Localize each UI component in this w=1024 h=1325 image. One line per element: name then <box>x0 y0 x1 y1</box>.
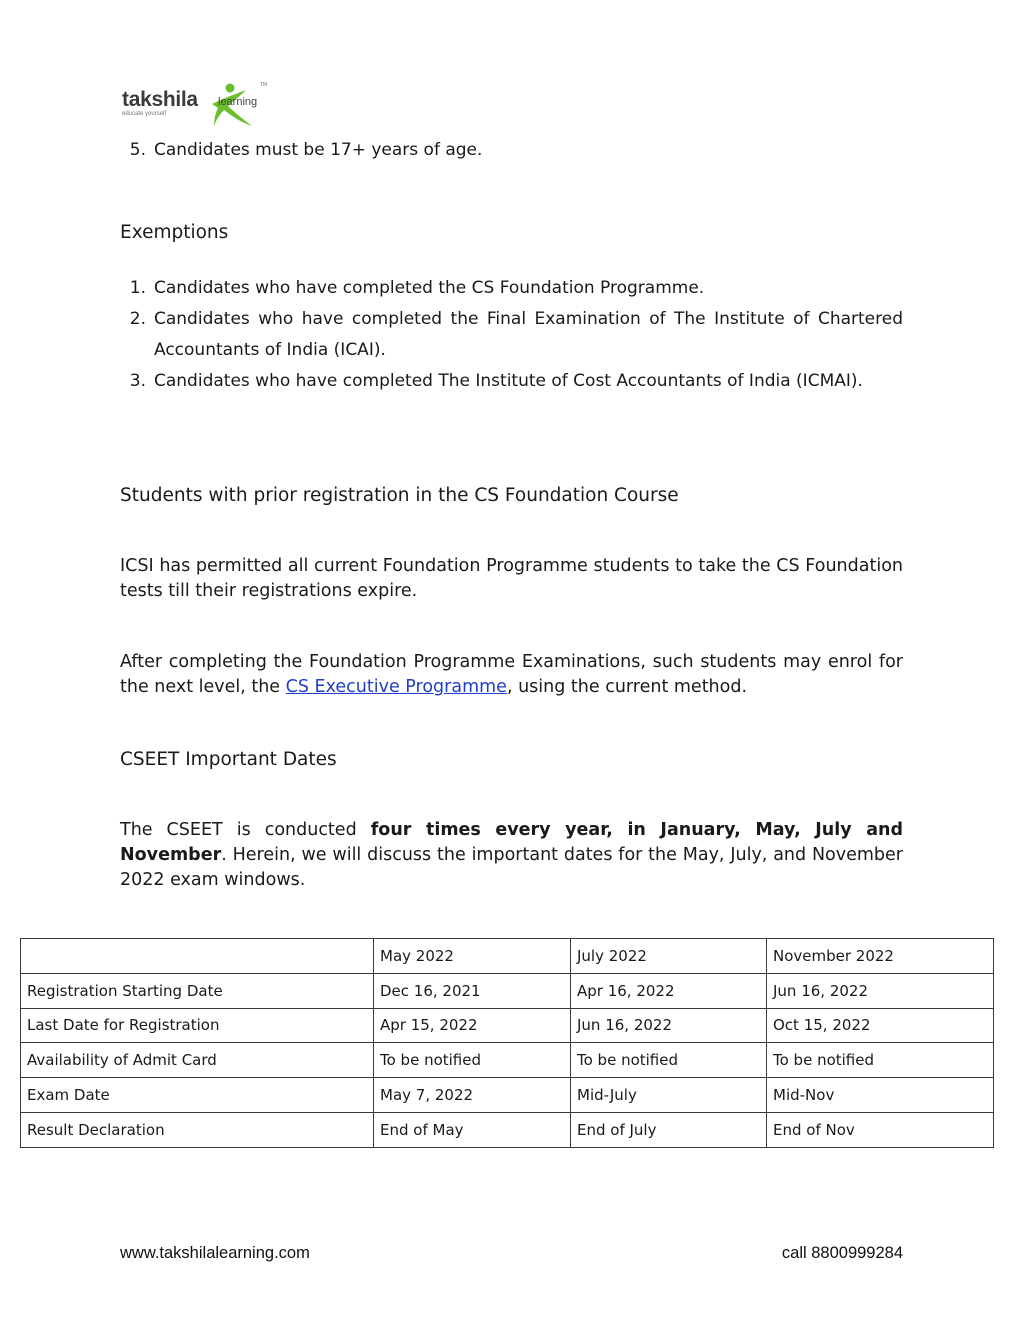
next-level-text-end: , using the current method. <box>506 677 748 697</box>
next-level-paragraph <box>120 650 903 700</box>
footer-phone: call 8800999284 <box>781 1244 903 1262</box>
cs-executive-link[interactable]: CS Executive Programme <box>285 677 507 697</box>
table-cell: Dec 16, 2021 <box>374 973 571 1008</box>
table-cell: Apr 15, 2022 <box>374 1008 571 1043</box>
table-cell: End of Nov <box>767 1112 994 1147</box>
footer-website: www.takshilalearning.com <box>120 1244 310 1262</box>
table-cell: Oct 15, 2022 <box>767 1008 994 1043</box>
exemptions-heading: Exemptions <box>120 222 229 243</box>
logo-tm: TM <box>260 82 268 88</box>
table-cell: Jun 16, 2022 <box>767 973 994 1008</box>
takshila-logo <box>120 76 280 132</box>
table-cell: Registration Starting Date <box>21 973 374 1008</box>
table-cell: Availability of Admit Card <box>21 1043 374 1078</box>
table-row <box>21 1078 994 1113</box>
list-item-text: Candidates who have completed The Institute of Cost Accountants of India (ICMAI). <box>154 371 863 391</box>
table-row <box>21 1043 994 1078</box>
table-row <box>21 973 994 1008</box>
table-cell: Exam Date <box>21 1078 374 1113</box>
table-cell: Mid-Nov <box>767 1078 994 1113</box>
cseet-dates-heading: CSEET Important Dates <box>120 749 337 770</box>
table-cell: Result Declaration <box>21 1112 374 1147</box>
list-number: 3. <box>129 371 146 391</box>
table-header-cell: May 2022 <box>374 939 571 974</box>
table-cell: To be notified <box>571 1043 767 1078</box>
table-row <box>21 1112 994 1147</box>
prior-registration-paragraph: ICSI has permitted all current Foundation Programme students to take the CS Foundation tests till their registrations expire. <box>120 556 903 601</box>
table-cell: To be notified <box>374 1043 571 1078</box>
logo-tagline: educate yourself <box>122 111 167 117</box>
exemption-item <box>120 273 903 304</box>
list-item-text: Candidates who have completed the Final Examination of The Institute of Chartered Accountants of India (ICAI). <box>154 309 903 360</box>
table-header-cell: November 2022 <box>767 939 994 974</box>
list-item-text: Candidates must be 17+ years of age. <box>154 140 483 160</box>
exemption-item <box>120 304 903 366</box>
list-item-text: Candidates who have completed the CS Foundation Programme. <box>154 278 705 298</box>
table-cell: Mid-July <box>571 1078 767 1113</box>
list-number: 5. <box>129 140 146 160</box>
table-cell: To be notified <box>767 1043 994 1078</box>
table-cell: Jun 16, 2022 <box>571 1008 767 1043</box>
table-header-cell: July 2022 <box>571 939 767 974</box>
next-level-text: After completing the Foundation Programme Examinations, such students may enrol for the next level, the <box>120 652 903 697</box>
table-cell: Last Date for Registration <box>21 1008 374 1043</box>
cseet-dates-table <box>20 938 994 1148</box>
table-header-row <box>21 939 994 974</box>
table-header-cell <box>21 939 374 974</box>
table-row <box>21 1008 994 1043</box>
logo-learning-text: learning <box>218 96 258 108</box>
prior-registration-heading: Students with prior registration in the CS Foundation Course <box>120 485 679 506</box>
intro-text-bold: four times every year, in January, May, July and November <box>120 820 903 865</box>
intro-text-end: . Herein, we will discuss the important dates for the May, July, and November 2022 exam windows. <box>120 845 903 890</box>
cseet-intro-paragraph <box>120 818 903 893</box>
list-number: 1. <box>129 278 146 298</box>
table-cell: May 7, 2022 <box>374 1078 571 1113</box>
table-cell: Apr 16, 2022 <box>571 973 767 1008</box>
table-cell: End of July <box>571 1112 767 1147</box>
exemption-item <box>120 366 903 397</box>
logo-wordmark: takshila <box>122 88 198 111</box>
table-cell: End of May <box>374 1112 571 1147</box>
intro-text-start: The CSEET is conducted <box>120 820 371 840</box>
eligibility-item <box>120 135 903 166</box>
list-number: 2. <box>129 309 146 329</box>
